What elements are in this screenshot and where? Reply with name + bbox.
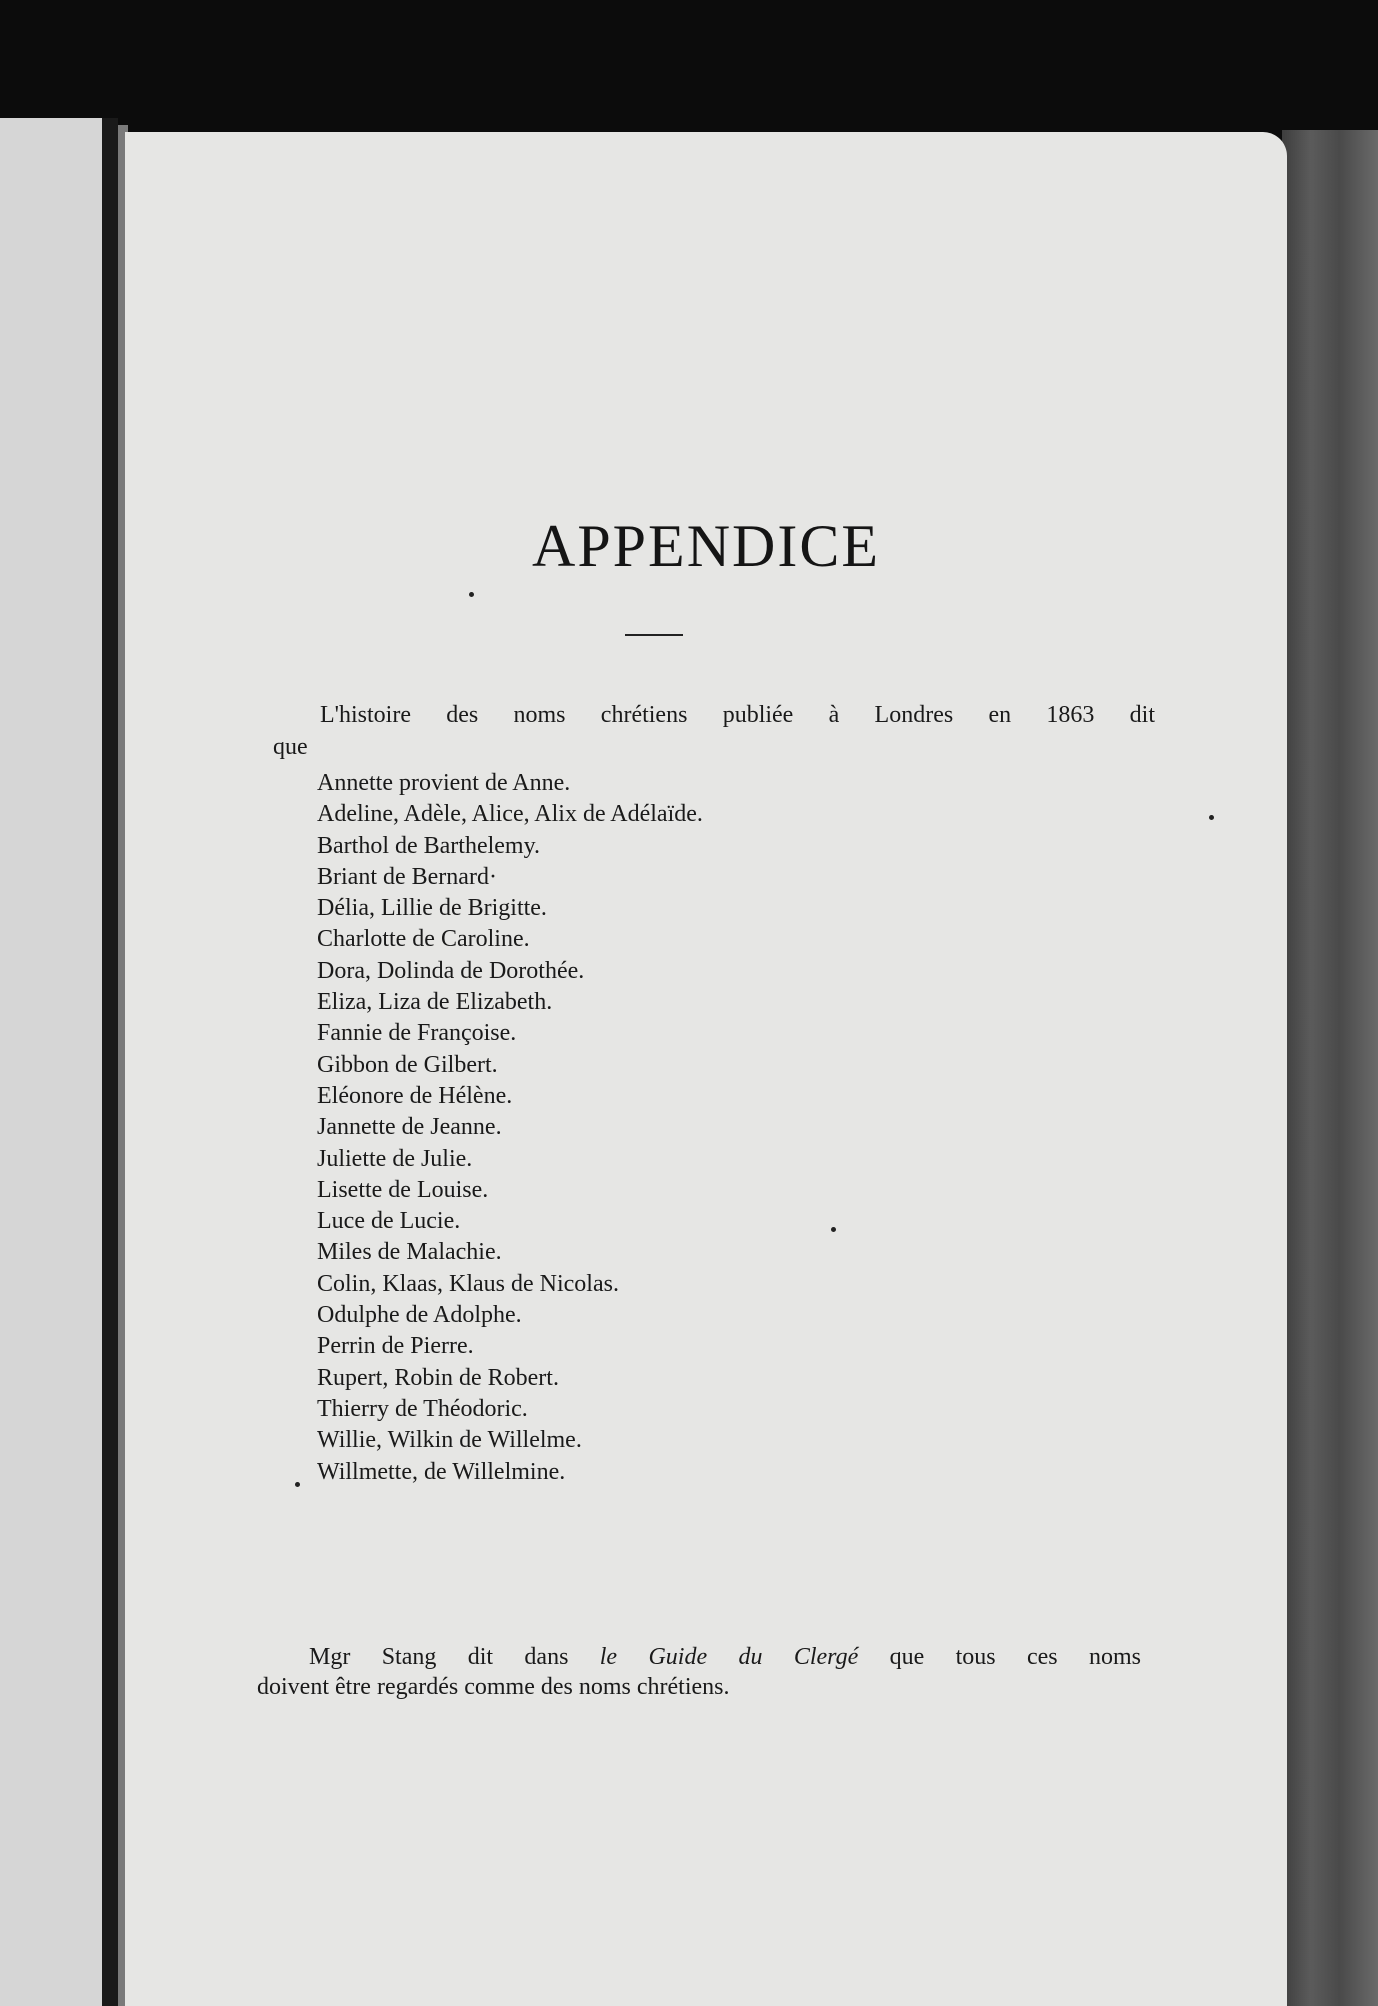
list-item: Fannie de Françoise. xyxy=(317,1020,517,1047)
list-item: Barthol de Barthelemy. xyxy=(317,832,541,859)
list-item: Odulphe de Adolphe. xyxy=(317,1302,522,1329)
closing-text-after: que tous ces noms xyxy=(858,1644,1141,1670)
list-item: Colin, Klaas, Klaus de Nicolas. xyxy=(317,1270,619,1297)
book-cover-edge xyxy=(1282,130,1378,2006)
list-item: Jannette de Jeanne. xyxy=(317,1114,502,1141)
list-item: Willie, Wilkin de Willelme. xyxy=(317,1427,582,1454)
closing-line-2: doivent être regardés comme des noms chrétiens. xyxy=(257,1674,730,1700)
list-item: Eliza, Liza de Elizabeth. xyxy=(317,989,553,1016)
list-item: Eléonore de Hélène. xyxy=(317,1082,513,1109)
book-title-italic: le Guide du Clergé xyxy=(599,1644,859,1670)
print-speck xyxy=(469,592,474,597)
list-item: Délia, Lillie de Brigitte. xyxy=(317,895,547,922)
print-speck xyxy=(831,1227,836,1232)
list-item: Juliette de Julie. xyxy=(317,1145,473,1172)
name-list xyxy=(317,768,703,1488)
intro-line-1: L'histoire des noms chrétiens publiée à Londres en 1863 dit xyxy=(320,702,1155,728)
list-item: Adeline, Adèle, Alice, Alix de Adélaïde. xyxy=(317,801,703,828)
page-title: APPENDICE xyxy=(531,513,881,579)
list-item: Luce de Lucie. xyxy=(317,1208,461,1235)
closing-line-1 xyxy=(257,1642,1141,1672)
intro-paragraph xyxy=(273,699,1155,763)
list-item: Briant de Bernard· xyxy=(317,863,497,890)
intro-line-2: que xyxy=(273,734,308,760)
list-item: Perrin de Pierre. xyxy=(317,1333,474,1360)
book-page xyxy=(125,132,1287,2006)
list-item: Thierry de Théodoric. xyxy=(317,1395,528,1422)
closing-text-before: Mgr Stang dit dans xyxy=(309,1644,600,1670)
list-item: Dora, Dolinda de Dorothée. xyxy=(317,957,585,984)
title-rule xyxy=(625,634,683,636)
list-item: Lisette de Louise. xyxy=(317,1176,489,1203)
print-speck xyxy=(295,1482,300,1487)
book-gutter xyxy=(102,118,118,2006)
list-item: Miles de Malachie. xyxy=(317,1239,502,1266)
list-item: Charlotte de Caroline. xyxy=(317,926,530,953)
left-page-edge xyxy=(0,118,102,2006)
list-item: Annette provient de Anne. xyxy=(317,770,571,796)
list-item: Gibbon de Gilbert. xyxy=(317,1051,498,1078)
closing-paragraph xyxy=(257,1642,1141,1702)
list-item: Rupert, Robin de Robert. xyxy=(317,1364,559,1391)
print-speck xyxy=(1209,815,1214,820)
list-item: Willmette, de Willelmine. xyxy=(317,1458,566,1485)
